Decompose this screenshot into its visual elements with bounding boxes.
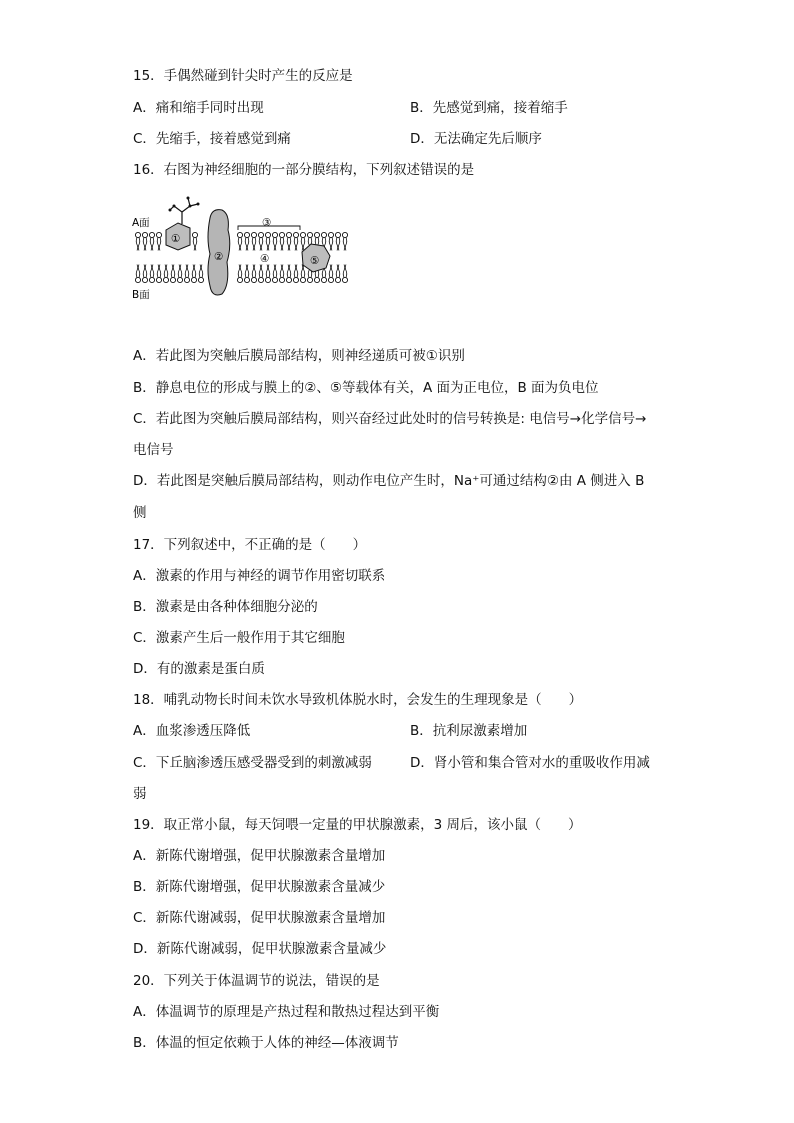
q15-stem: 15．手偶然碰到针尖时产生的反应是 (133, 68, 353, 84)
q16-option-c-cont: 电信号 (133, 442, 174, 458)
q18-option-b: B．抗利尿激素增加 (410, 723, 528, 739)
q17-option-d: D．有的激素是蛋白质 (133, 661, 265, 677)
q20-option-b: B．体温的恒定依赖于人体的神经—体液调节 (133, 1035, 399, 1051)
q16-option-d-cont: 侧 (133, 505, 147, 521)
q19-option-a: A．新陈代谢增强，促甲状腺激素含量增加 (133, 848, 386, 864)
q16-option-a: A．若此图为突触后膜局部结构，则神经递质可被①识别 (133, 348, 465, 364)
marker-1: ① (171, 233, 181, 245)
q16-option-c: C．若此图为突触后膜局部结构，则兴奋经过此处时的信号转换是: 电信号→化学信号→ (133, 411, 647, 427)
q20-option-a: A．体温调节的原理是产热过程和散热过程达到平衡 (133, 1004, 440, 1020)
q18-option-c: C．下丘脑渗透压感受器受到的刺激减弱 (133, 755, 372, 771)
membrane-structure-figure (130, 190, 355, 305)
q16-option-d: D．若此图是突触后膜局部结构，则动作电位产生时，Na⁺可通过结构②由 A 侧进入 B (133, 473, 645, 489)
q17-option-c: C．激素产生后一般作用于其它细胞 (133, 630, 345, 646)
q19-option-d: D．新陈代谢减弱，促甲状腺激素含量减少 (133, 941, 387, 957)
q20-stem: 20．下列关于体温调节的说法，错误的是 (133, 973, 380, 989)
marker-5: ⑤ (310, 255, 320, 267)
q16-stem: 16．右图为神经细胞的一部分膜结构，下列叙述错误的是 (133, 162, 475, 178)
q17-option-a: A．激素的作用与神经的调节作用密切联系 (133, 568, 386, 584)
q18-option-d-cont: 弱 (133, 786, 147, 802)
q16-option-b: B．静息电位的形成与膜上的②、⑤等载体有关，A 面为正电位，B 面为负电位 (133, 380, 599, 396)
side-a-label: A面 (132, 217, 150, 229)
q15-option-c: C．先缩手，接着感觉到痛 (133, 131, 291, 147)
marker-2: ② (214, 251, 224, 263)
q15-option-a: A．痛和缩手同时出现 (133, 100, 264, 116)
q17-option-b: B．激素是由各种体细胞分泌的 (133, 599, 318, 615)
marker-4: ④ (260, 253, 270, 265)
marker-3: ③ (262, 217, 272, 229)
q18-option-d: D．肾小管和集合管对水的重吸收作用减 (410, 755, 650, 771)
q15-option-d: D．无法确定先后顺序 (410, 131, 542, 147)
side-b-label: B面 (132, 289, 150, 301)
q19-option-b: B．新陈代谢增强，促甲状腺激素含量减少 (133, 879, 386, 895)
q18-option-a: A．血浆渗透压降低 (133, 723, 251, 739)
q15-option-b: B．先感觉到痛，接着缩手 (410, 100, 568, 116)
q19-stem: 19．取正常小鼠，每天饲喂一定量的甲状腺激素，3 周后，该小鼠（ ） (133, 817, 582, 833)
q19-option-c: C．新陈代谢减弱，促甲状腺激素含量增加 (133, 910, 386, 926)
q18-stem: 18．哺乳动物长时间未饮水导致机体脱水时，会发生的生理现象是（ ） (133, 692, 583, 708)
q17-stem: 17．下列叙述中，不正确的是（ ） (133, 537, 367, 553)
